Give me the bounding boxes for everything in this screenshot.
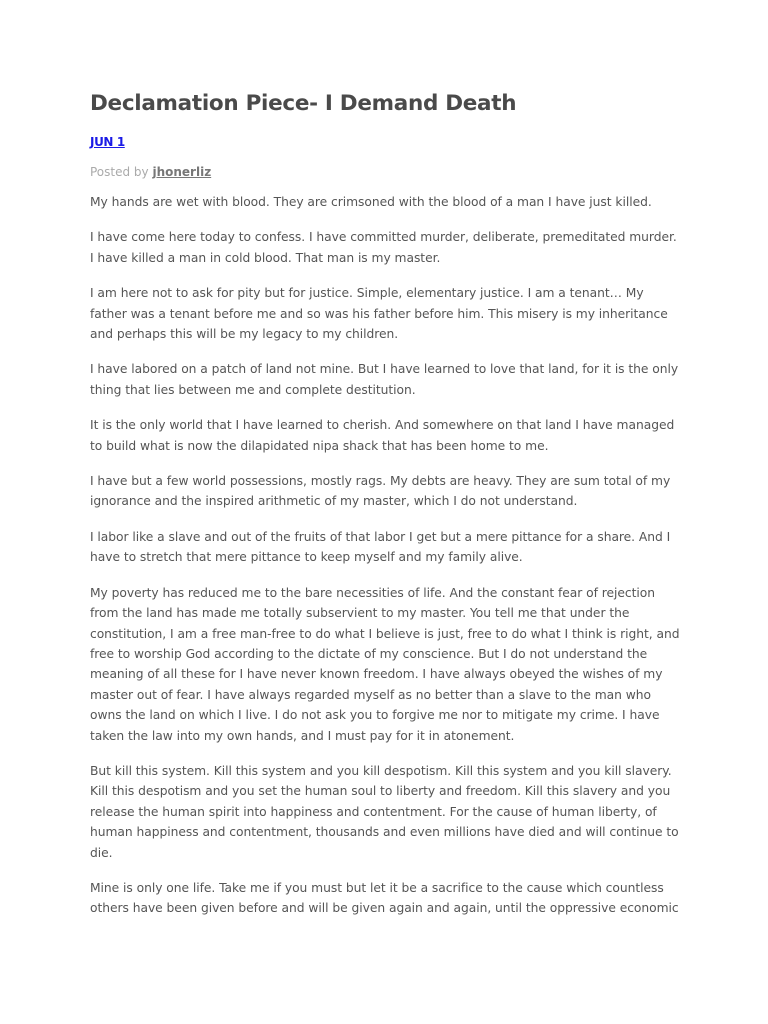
paragraph-7: I labor like a slave and out of the fruits of that labor I get but a mere pittance for a share. And I have to stretch that mere pittance to keep myself and my family alive. [90, 529, 671, 565]
post-date-link[interactable]: JUN 1 [90, 135, 125, 149]
byline [90, 164, 682, 180]
post-body [90, 192, 682, 919]
paragraph-10: Mine is only one life. Take me if you must but let it be a sacrifice to the cause which countless others have been given before and will be given again and again, until the oppressive economic [90, 880, 679, 916]
paragraph-9: But kill this system. Kill this system and you kill despotism. Kill this system and you kill slavery. Kill this despotism and you set the human soul to liberty and freedom. Kill this slavery and you release the human spirit into happiness and contentment. For the cause of human liberty, of human happiness and contentment, thousands and even millions have died and will continue to die. [90, 763, 679, 860]
post-title: Declamation Piece- I Demand Death [90, 91, 517, 116]
author-link[interactable]: jhonerliz [152, 165, 212, 179]
post-date [90, 134, 682, 150]
paragraph-3: I am here not to ask for pity but for justice. Simple, elementary justice. I am a tenant… My father was a tenant before me and so was his father before him. This misery is my inheritance and perhaps this will be my legacy to my children. [90, 286, 668, 342]
posted-by-label: Posted by [90, 165, 149, 179]
paragraph-2: I have come here today to confess. I have committed murder, deliberate, premeditated murder. I have killed a man in cold blood. That man is my master. [90, 230, 677, 265]
blog-post [90, 88, 682, 934]
paragraph-4: I have labored on a patch of land not mine. But I have learned to love that land, for it is the only thing that lies between me and complete destitution. [90, 362, 679, 397]
paragraph-1: My hands are wet with blood. They are crimsoned with the blood of a man I have just killed. [90, 195, 652, 209]
paragraph-8: My poverty has reduced me to the bare necessities of life. And the constant fear of rejection from the land has made me totally subservient to my master. You tell me that under the constitution, I am a free man-free to do what I believe is just, free to do what I think is right, and free to worship God according to the dictate of my conscience. But I do not understand the meaning of all these for I have never known freedom. I have always obeyed the wishes of my master out of fear. I have always regarded myself as no better than a slave to the man who owns the land on which I live. I do not ask you to forgive me nor to mitigate my crime. I have taken the law into my own hands, and I must pay for it in atonement. [90, 585, 680, 743]
paragraph-6: I have but a few world possessions, mostly rags. My debts are heavy. They are sum total of my ignorance and the inspired arithmetic of my master, which I do not understand. [90, 474, 671, 509]
paragraph-5: It is the only world that I have learned to cherish. And somewhere on that land I have managed to build what is now the dilapidated nipa shack that has been home to me. [90, 418, 675, 453]
